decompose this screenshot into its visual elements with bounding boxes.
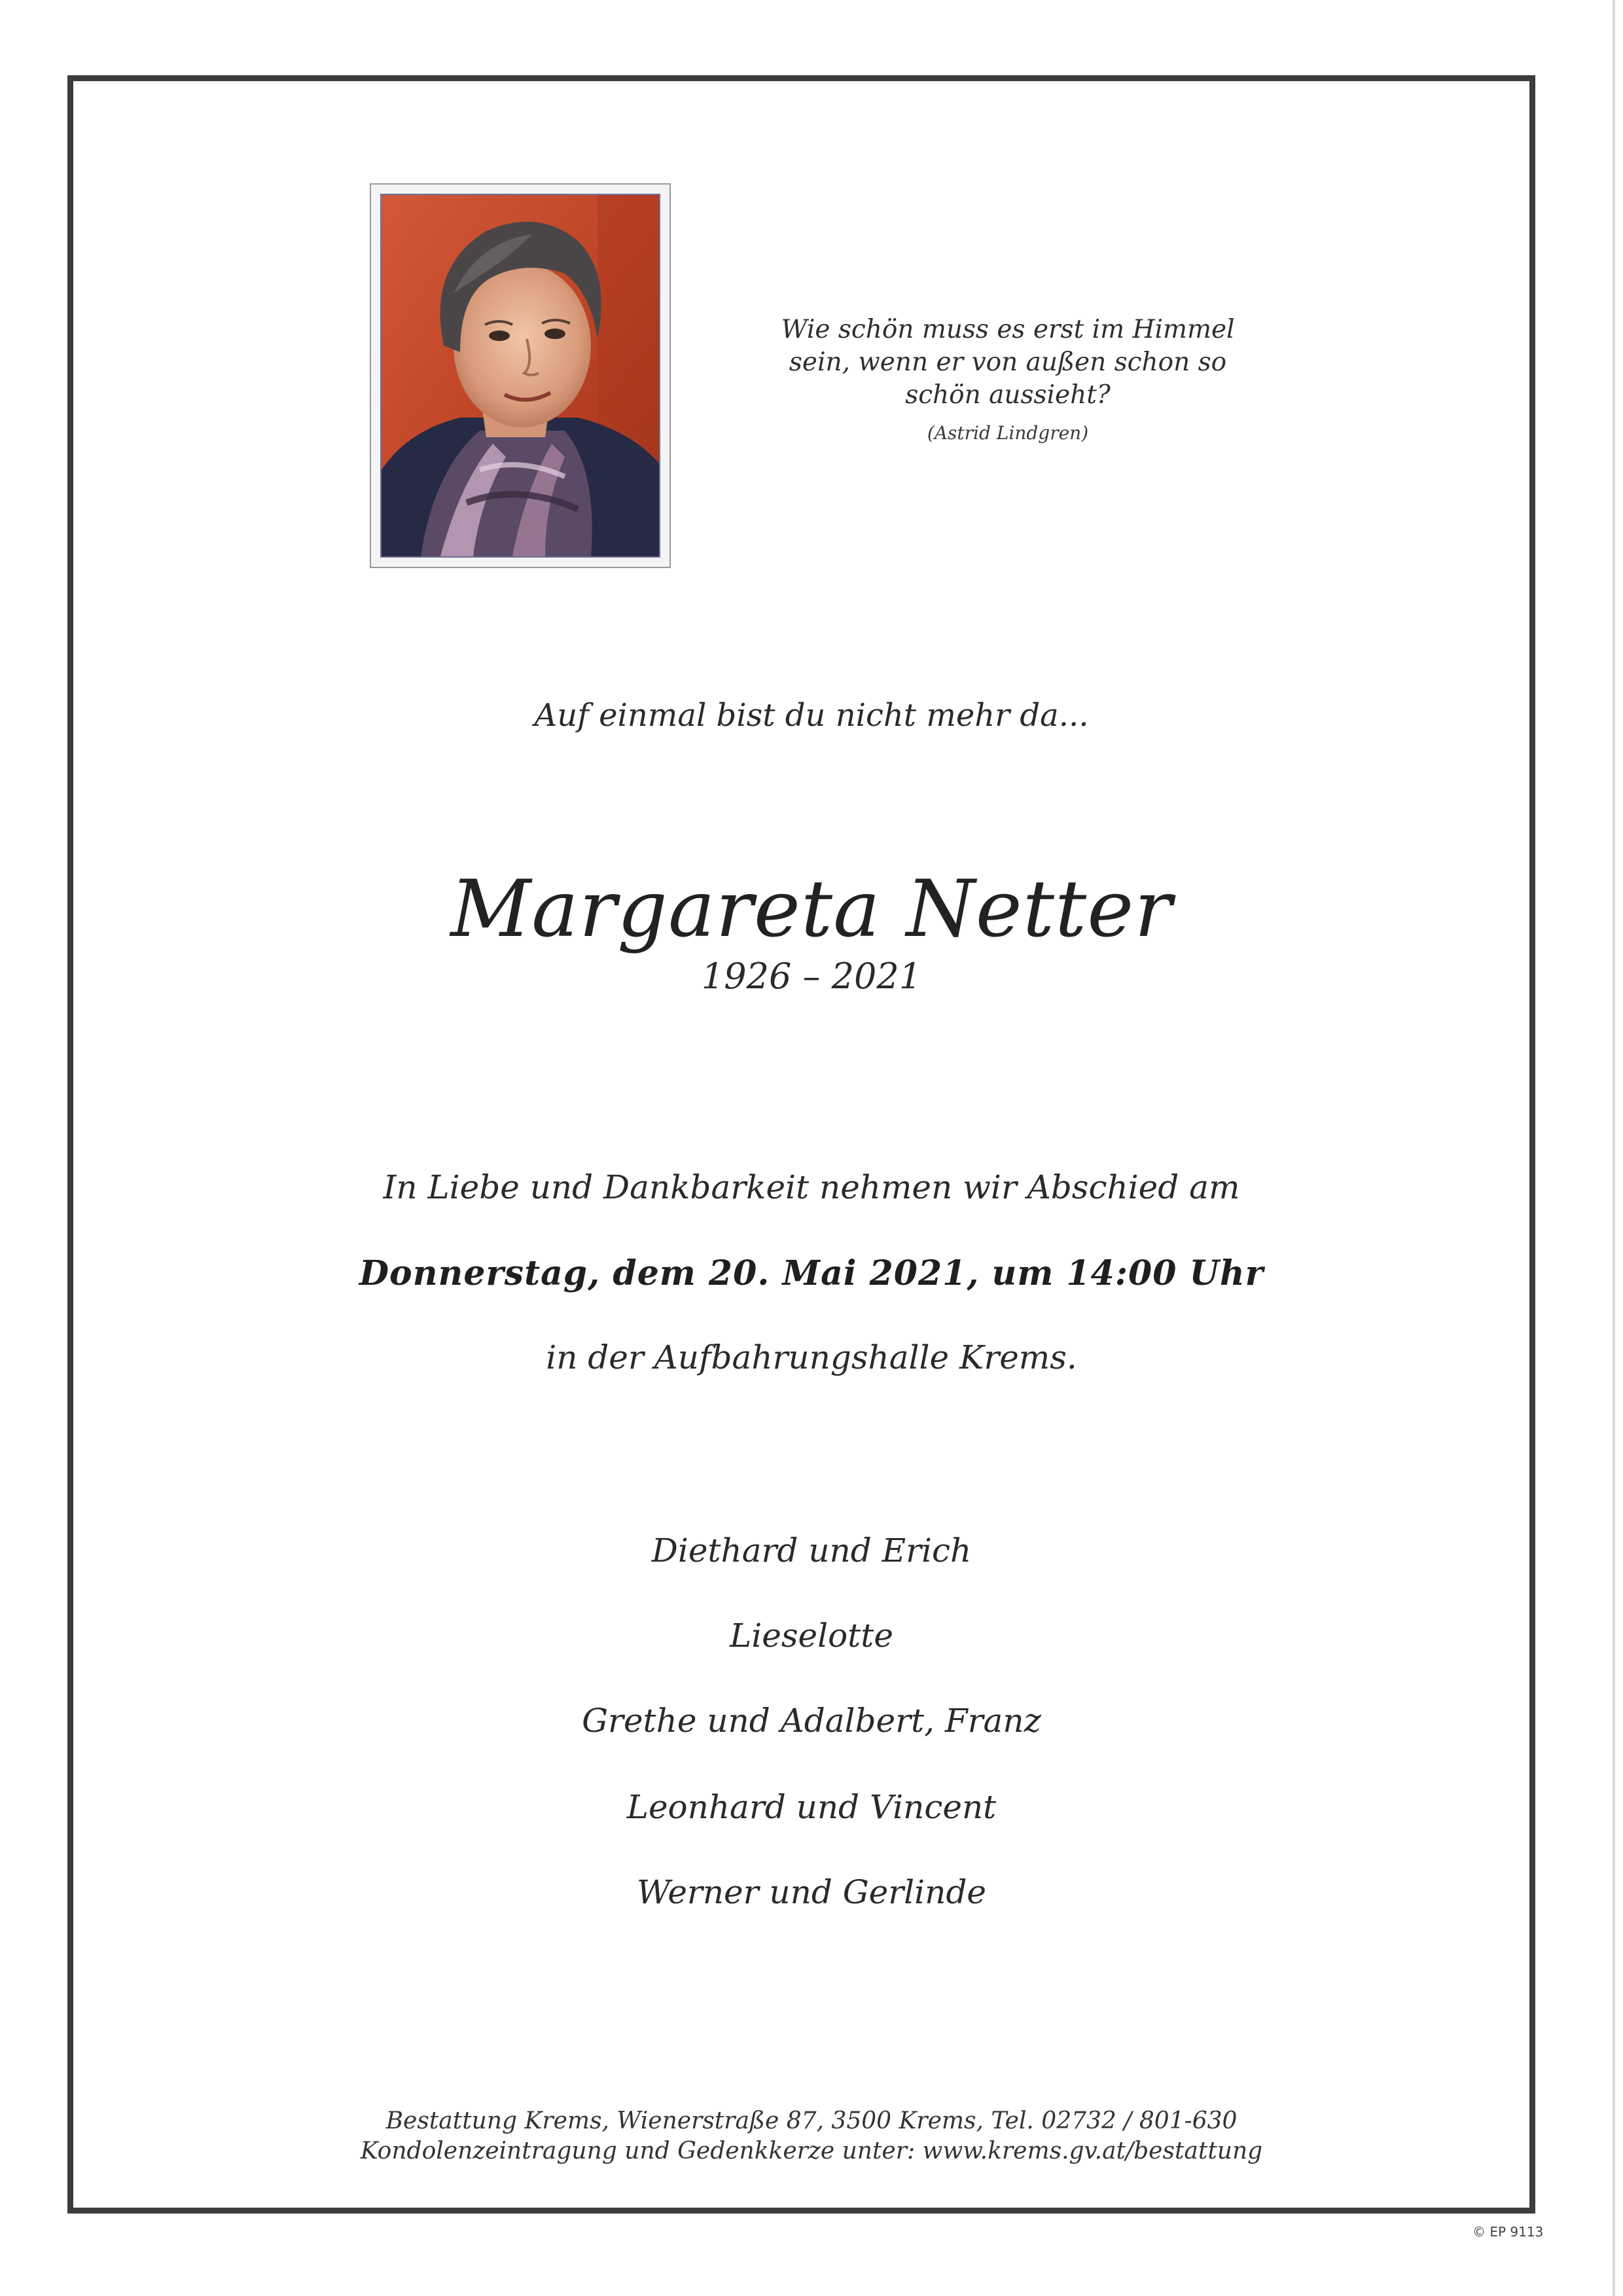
quote-line: sein, wenn er von außen schon so	[789, 348, 1227, 377]
portrait-frame	[370, 183, 671, 568]
mourner-entry: Leonhard und Vincent	[626, 1788, 997, 1826]
print-code: © EP 9113	[1472, 2224, 1544, 2240]
deceased-name: Margareta Netter	[450, 864, 1173, 955]
mourner-entry: Diethard und Erich	[651, 1532, 972, 1570]
ceremony-datetime: Donnerstag, dem 20. Mai 2021, um 14:00 Uhr	[359, 1253, 1264, 1293]
mourner-entry: Lieselotte	[730, 1617, 893, 1655]
mourner-entry: Grethe und Adalbert, Franz	[582, 1702, 1041, 1740]
condolence-link: Kondolenzeintragung und Gedenkkerze unter: www.krems.gv.at/bestattung	[360, 2138, 1263, 2164]
portrait-photo	[380, 194, 660, 558]
ceremony-location: in der Aufbahrungshalle Krems.	[546, 1338, 1077, 1376]
life-years: 1926 – 2021	[701, 956, 922, 997]
opening-line: Auf einmal bist du nicht mehr da...	[534, 697, 1089, 734]
farewell-intro: In Liebe und Dankbarkeit nehmen wir Abschied am	[383, 1168, 1240, 1206]
quote-line: Wie schön muss es erst im Himmel	[781, 315, 1235, 344]
quote-line: schön aussieht?	[905, 380, 1111, 410]
quote-author: (Astrid Lindgren)	[927, 422, 1089, 444]
scan-edge	[1613, 0, 1615, 2296]
mourner-entry: Werner und Gerlinde	[637, 1873, 986, 1911]
funeral-home-address: Bestattung Krems, Wienerstraße 87, 3500 Krems, Tel. 02732 / 801-630	[385, 2108, 1238, 2134]
